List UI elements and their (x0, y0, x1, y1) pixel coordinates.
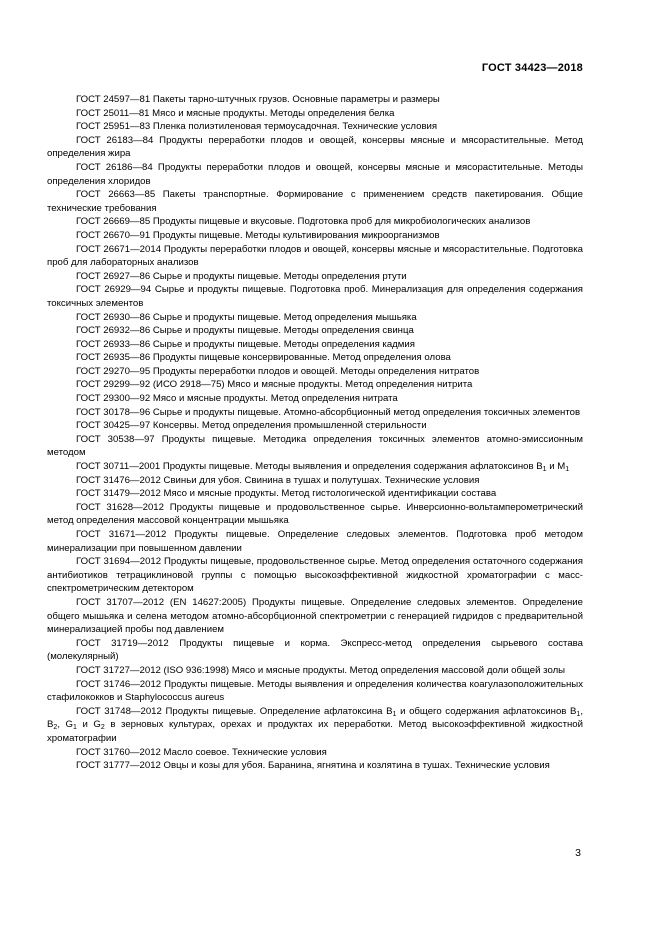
reference-item: ГОСТ 26671—2014 Продукты переработки плодов и овощей, консервы мясные и мясорастительные. Подготовка проб для лабораторных анализов (47, 243, 583, 269)
subscript: 1 (542, 466, 547, 474)
reference-item: ГОСТ 31760—2012 Масло соевое. Технические условия (76, 746, 327, 758)
subscript: 2 (53, 724, 58, 732)
subscript: 2 (100, 724, 105, 732)
reference-text: , G (57, 719, 74, 731)
reference-item: ГОСТ 26186—84 Продукты переработки плодов и овощей, консервы мясные и мясорастительные. Методы определения хлоридов (47, 161, 583, 187)
reference-item: ГОСТ 31719—2012 Продукты пищевые и корма. Экспресс-метод определения сырьевого состава (молекулярный) (47, 637, 583, 663)
reference-item: ГОСТ 31707—2012 (EN 14627:2005) Продукты пищевые. Определение следовых элементов. Определение общего мышьяка и селена методом атомно-абсорбционной спектрометрии с генерацией гидридов с предварительной минерализацией пробы под давлением (47, 596, 583, 636)
reference-item: ГОСТ 31479—2012 Мясо и мясные продукты. Метод гистологической идентификации состава (76, 488, 497, 500)
reference-item: ГОСТ 31476—2012 Свиньи для убоя. Свинина в тушах и полутушах. Технические условия (76, 474, 480, 486)
reference-item: ГОСТ 26663—85 Пакеты транспортные. Формирование с применением средств пакетирования. Общие технические требования (47, 189, 583, 214)
reference-item: ГОСТ 26929—94 Сырье и продукты пищевые. Подготовка проб. Минерализация для определения содержания токсичных элементов (47, 284, 583, 309)
reference-item: ГОСТ 25951—83 Пленка полиэтиленовая термоусадочная. Технические условия (76, 121, 438, 133)
reference-item: ГОСТ 26669—85 Продукты пищевые и вкусовые. Подготовка проб для микробиологических анализов (76, 216, 531, 228)
reference-item: ГОСТ 30178—96 Сырье и продукты пищевые. Атомно-абсорбционный метод определения токсичных элементов (76, 406, 581, 418)
page-number: 3 (575, 847, 581, 859)
subscript: 1 (73, 724, 77, 732)
reference-item: ГОСТ 31727—2012 (ISO 936:1998) Мясо и мясные продукты. Метод определения массовой доли общей золы (76, 664, 566, 676)
reference-item: ГОСТ 26930—86 Сырье и продукты пищевые. Метод определения мышьяка (76, 311, 417, 323)
reference-item: ГОСТ 31746—2012 Продукты пищевые. Методы выявления и определения количества коагулазоположительных стафилококков и Staphylococcus aureus (47, 678, 583, 704)
reference-item: ГОСТ 25011—81 Мясо и мясные продукты. Методы определения белка (76, 107, 395, 119)
reference-item: ГОСТ 26670—91 Продукты пищевые. Методы культивирования микроорганизмов (76, 229, 440, 241)
reference-item: ГОСТ 26183—84 Продукты переработки плодов и овощей, консервы мясные и мясорастительные. Метод определения жира (47, 134, 583, 160)
reference-item: ГОСТ 31671—2012 Продукты пищевые. Определение следовых элементов. Подготовка проб методом минерализации при повышенном давлении (47, 529, 583, 554)
references-list (47, 93, 583, 773)
reference-item: ГОСТ 30538—97 Продукты пищевые. Методика определения токсичных элементов атомно-эмиссионным методом (47, 433, 583, 459)
reference-text: и G (76, 719, 101, 731)
reference-item: ГОСТ 29270—95 Продукты переработки плодов и овощей. Методы определения нитратов (76, 365, 480, 377)
reference-text: ГОСТ 31748—2012 Продукты пищевые. Определение афлатоксина B (76, 705, 393, 717)
reference-item: ГОСТ 26933—86 Сырье и продукты пищевые. Методы определения кадмия (76, 338, 415, 350)
reference-item: ГОСТ 31777—2012 Овцы и козы для убоя. Баранина, ягнятина и козлятина в тушах. Технические условия (76, 760, 550, 772)
reference-item: ГОСТ 26932—86 Сырье и продукты пищевые. Методы определения свинца (76, 325, 414, 337)
reference-item: ГОСТ 31628—2012 Продукты пищевые и продовольственное сырье. Инверсионно-вольтамперометрический метод определения массовой концентрации мышьяка (47, 501, 583, 527)
subscript: 1 (565, 466, 570, 474)
subscript: 1 (576, 710, 581, 718)
reference-item: ГОСТ 24597—81 Пакеты тарно-штучных грузов. Основные параметры и размеры (76, 94, 440, 105)
reference-item: ГОСТ 29300—92 Мясо и мясные продукты. Метод определения нитрата (76, 393, 398, 405)
reference-item: ГОСТ 26927—86 Сырье и продукты пищевые. Методы определения ртути (76, 270, 407, 282)
reference-text: , B (47, 705, 583, 731)
reference-item: ГОСТ 31694—2012 Продукты пищевые, продовольственное сырье. Метод определения остаточного содержания антибиотиков тетрациклиновой группы с помощью высокоэффективной жидкостной хроматографии с масс-спектрометрическим детектором (47, 556, 583, 595)
reference-item: ГОСТ 30425—97 Консервы. Метод определения промышленной стерильности (76, 420, 427, 432)
reference-text: ГОСТ 30711—2001 Продукты пищевые. Методы выявления и определения содержания афлатоксинов B (76, 461, 543, 473)
reference-text: в зерновых культурах, орехах и продуктах их переработки. Метод высокоэффективной жидкостной хроматографии (47, 719, 583, 744)
page-header-title: ГОСТ 34423—2018 (481, 62, 583, 74)
reference-item-aflatoxins (47, 460, 583, 474)
reference-text: и общего содержания афлатоксинов B (396, 705, 577, 717)
reference-text: и M (546, 461, 566, 473)
subscript: 1 (392, 710, 397, 718)
reference-item: ГОСТ 26935—86 Продукты пищевые консервированные. Метод определения олова (76, 352, 451, 364)
reference-item: ГОСТ 29299—92 (ИСО 2918—75) Мясо и мясные продукты. Метод определения нитрита (76, 379, 473, 391)
reference-item-aflatoxin-b1 (47, 705, 583, 746)
